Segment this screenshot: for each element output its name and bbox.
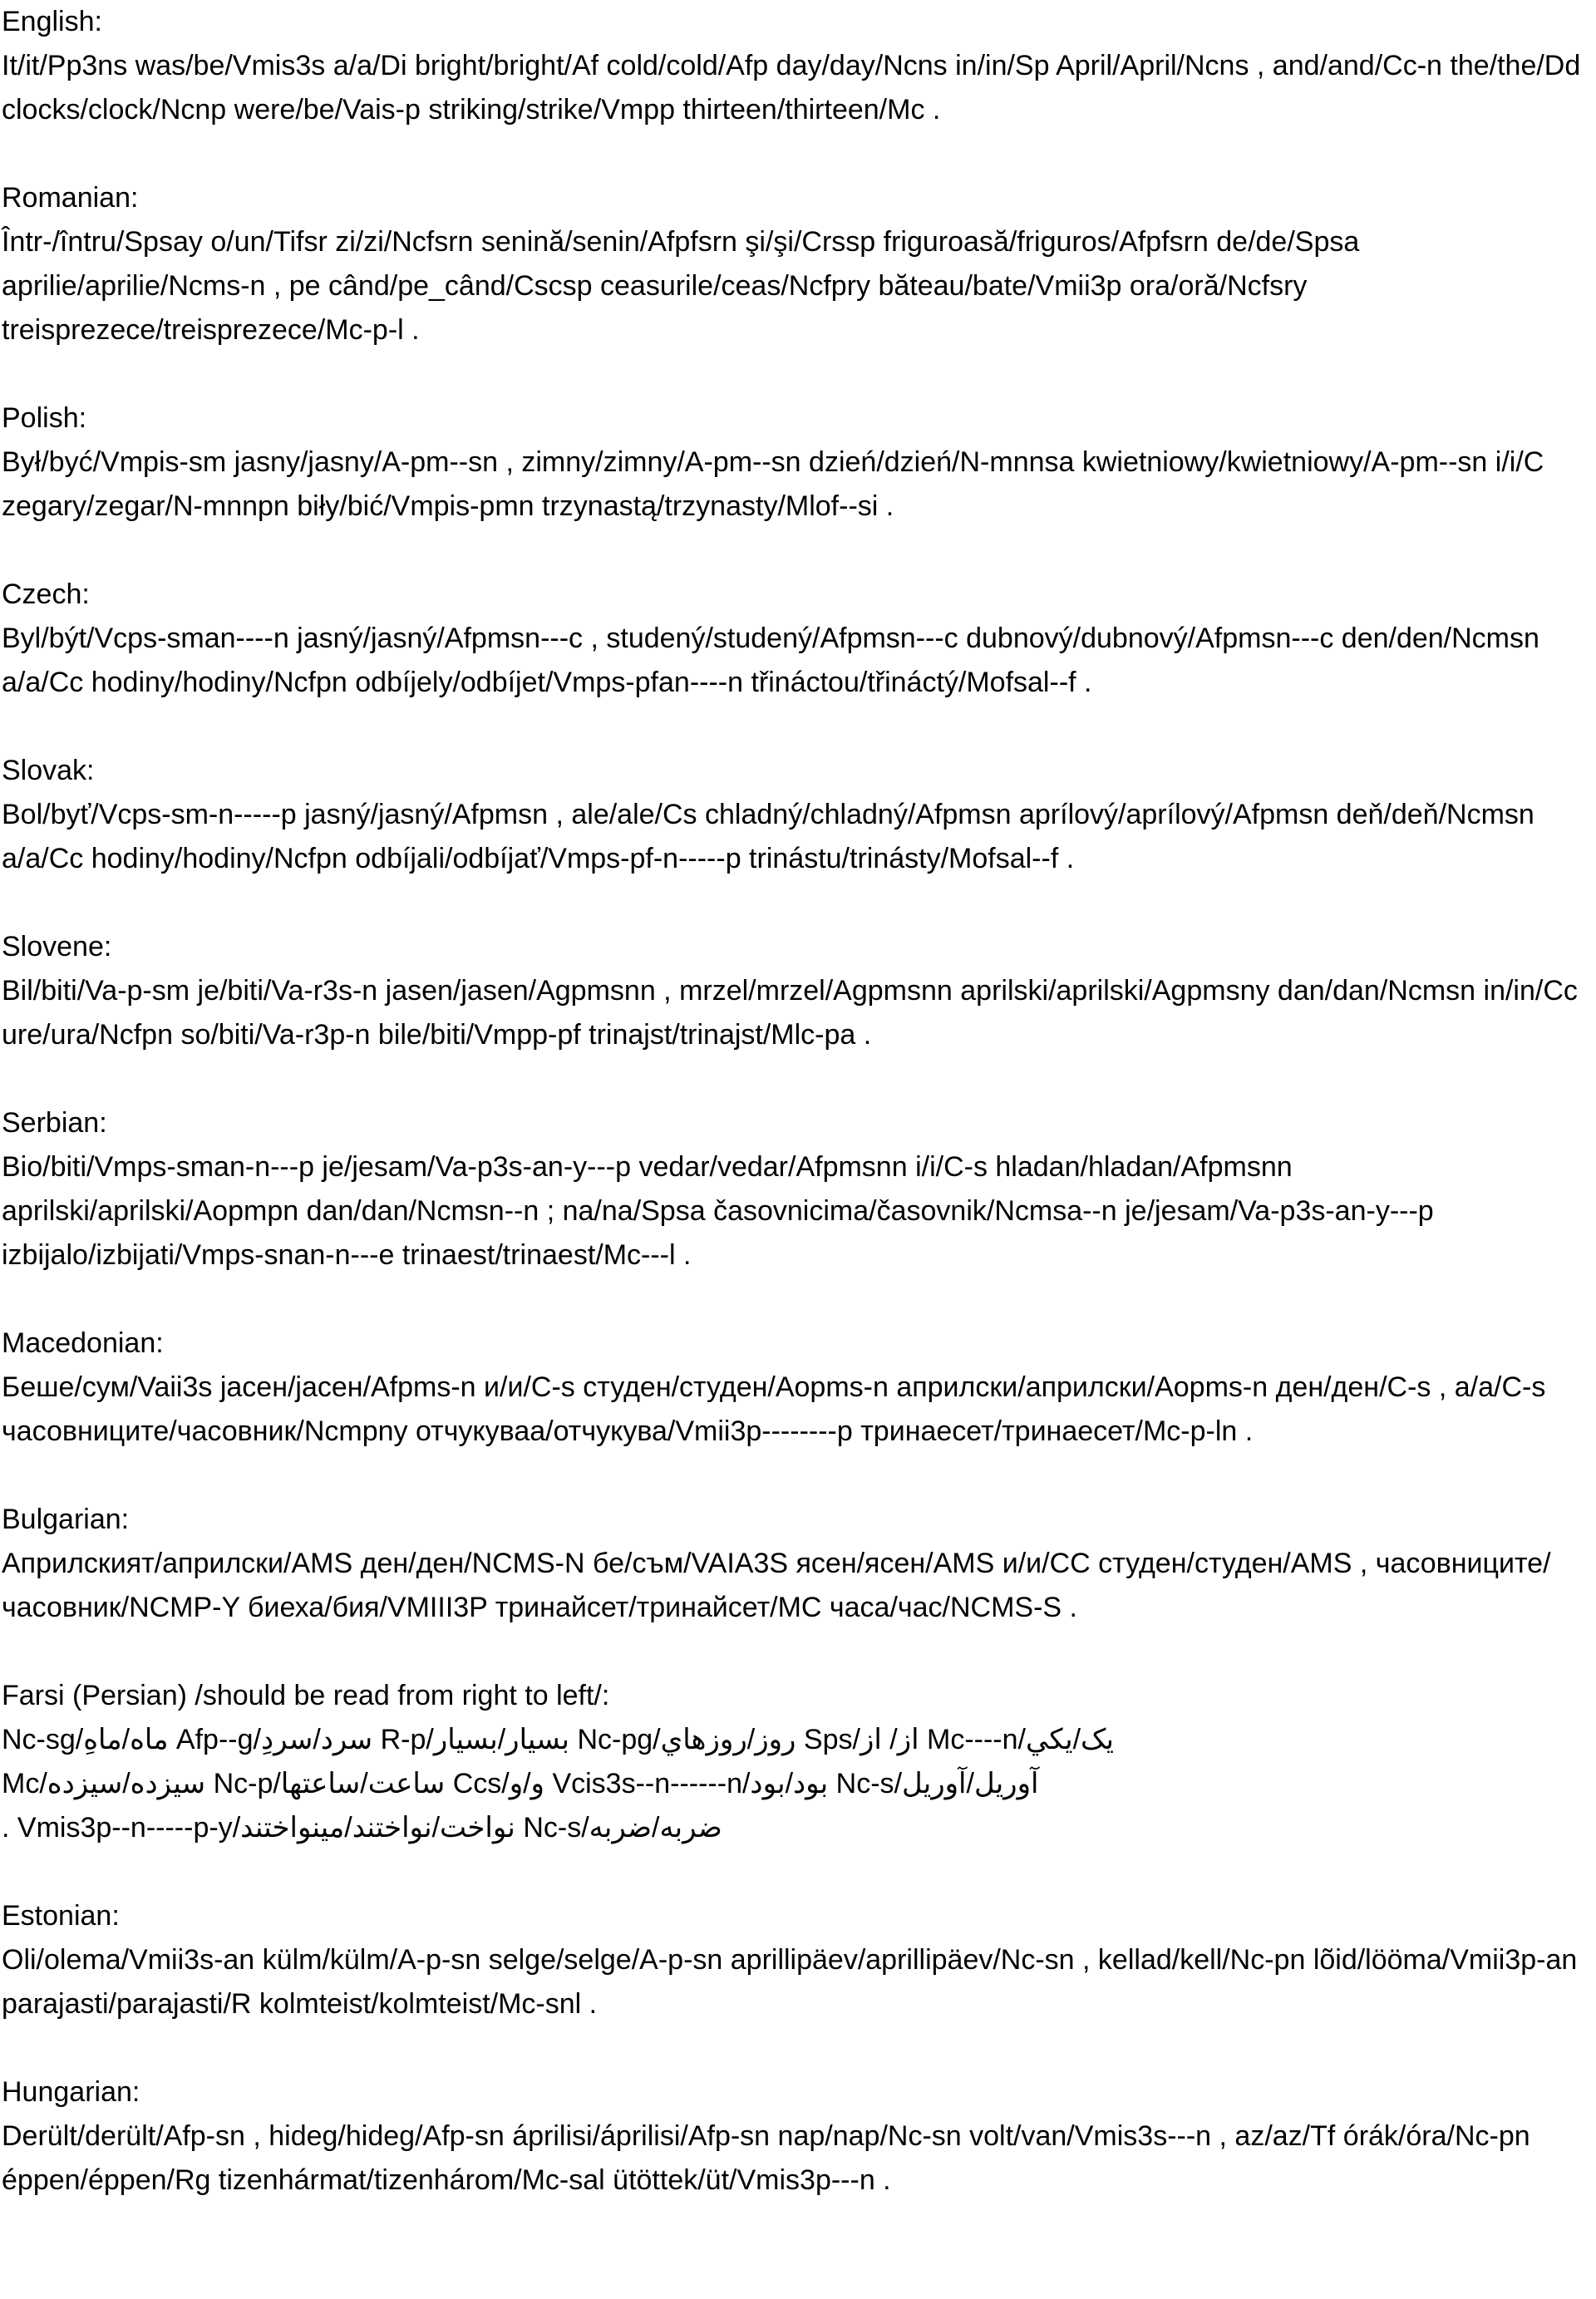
language-heading: Bulgarian: bbox=[2, 1504, 130, 1535]
tagged-sentence-line: ضربه/ضربه/Nc-s نواخت/نواختند/مينواختند/Vmis3p--n-----p-y . bbox=[2, 1812, 722, 1844]
language-heading: English: bbox=[2, 6, 102, 37]
language-heading: Serbian: bbox=[2, 1107, 107, 1139]
tagged-sentence: Oli/olema/Vmii3s-an külm/külm/A-p-sn selge/selge/A-p-sn aprillipäev/aprillipäev/Nc-sn , kellad/kell/Nc-pn lõid/lööma/Vmii3p-an parajasti/parajasti/R kolmteist/kolmteist/Mc-snl . bbox=[2, 1944, 1578, 2020]
tagged-sentence: Byl/být/Vcps-sman----n jasný/jasný/Afpmsn---c , studený/studený/Afpmsn---c dubnový/dubnový/Afpmsn---c den/den/Ncmsn a/a/Cc hodiny/hodiny/Ncfpn odbíjely/odbíjet/Vmps-pfan----n třináctou/třináctý/Mofsal--f . bbox=[2, 623, 1539, 698]
language-heading: Macedonian: bbox=[2, 1327, 164, 1359]
multilingual-tagged-document bbox=[2, 0, 1588, 2247]
reading-direction-note: /should be read from right to left/: bbox=[186, 1680, 610, 1711]
section-english bbox=[2, 0, 1588, 132]
section-hungarian bbox=[2, 2070, 1588, 2203]
section-romanian bbox=[2, 176, 1588, 352]
tagged-sentence: It/it/Pp3ns was/be/Vmis3s a/a/Di bright/bright/Af cold/cold/Afp day/day/Ncns in/in/Sp April/April/Ncns , and/and/Cc-n the/the/Dd clocks/clock/Ncnp were/be/Vais-p striking/strike/Vmpp thirteen/thirteen/Mc . bbox=[2, 50, 1581, 126]
language-heading: Czech: bbox=[2, 578, 90, 610]
section-polish bbox=[2, 396, 1588, 529]
language-heading: Estonian: bbox=[2, 1900, 120, 1932]
section-serbian bbox=[2, 1101, 1588, 1277]
section-slovak bbox=[2, 749, 1588, 881]
language-heading-row bbox=[2, 1674, 1588, 1718]
tagged-sentence: Był/być/Vmpis-sm jasny/jasny/A-pm--sn , zimny/zimny/A-pm--sn dzień/dzień/N-mnnsa kwietniowy/kwietniowy/A-pm--sn i/i/C zegary/zegar/N-mnnpn biły/bić/Vmpis-pmn trzynastą/trzynasty/Mlof--si . bbox=[2, 446, 1544, 522]
tagged-sentence: Bil/biti/Va-p-sm je/biti/Va-r3s-n jasen/jasen/Agpmsnn , mrzel/mrzel/Agpmsnn aprilski/aprilski/Agpmsny dan/dan/Ncmsn in/in/Cc ure/ura/Ncfpn so/biti/Va-r3p-n bile/biti/Vmpp-pf trinajst/trinajst/Mlc-pa . bbox=[2, 975, 1578, 1051]
section-czech bbox=[2, 573, 1588, 705]
section-estonian bbox=[2, 1894, 1588, 2026]
language-heading: Slovene: bbox=[2, 931, 112, 962]
tagged-sentence: Априлският/априлски/AMS ден/ден/NCMS-N бе/съм/VAIA3S ясен/ясен/AMS и/и/CC студен/студен/AMS , часовниците/часовник/NCMP-Y биеха/бия/VMIII3P тринайсет/тринайсет/MC часа/час/NCMS-S . bbox=[2, 1548, 1551, 1623]
language-heading: Polish: bbox=[2, 402, 87, 434]
tagged-sentence-line: آوريل/آوريل/Nc-s بود/بود/Vcis3s--n------n و/و/Ccs ساعت/ساعتها/Nc-p سيزده/سيزده/Mc bbox=[2, 1768, 1039, 1799]
section-farsi bbox=[2, 1674, 1588, 1850]
tagged-sentence: Într-/întru/Spsay o/un/Tifsr zi/zi/Ncfsrn senină/senin/Afpfsrn şi/şi/Crssp friguroasă/friguros/Afpfsrn de/de/Spsa aprilie/aprilie/Ncms-n , pe când/pe_când/Cscsp ceasurile/ceas/Ncfpry băteau/bate/Vmii3p ora/oră/Ncfsry treisprezece/treisprezece/Mc-p-l . bbox=[2, 226, 1360, 346]
language-heading: Romanian: bbox=[2, 182, 139, 214]
section-bulgarian bbox=[2, 1498, 1588, 1630]
language-heading: Farsi (Persian) bbox=[2, 1680, 187, 1711]
tagged-sentence: Беше/сум/Vaii3s јасен/јасен/Afpms-n и/и/C-s студен/студен/Aopms-n априлски/априлски/Aopms-n ден/ден/C-s , а/а/C-s часовниците/часовник/Ncmpny отчукуваа/отчукува/Vmii3p--------p тринаесет/тринаесет/Mc-p-ln . bbox=[2, 1371, 1546, 1447]
language-heading: Slovak: bbox=[2, 755, 95, 786]
section-macedonian bbox=[2, 1322, 1588, 1454]
tagged-sentence: Derült/derült/Afp-sn , hideg/hideg/Afp-sn áprilisi/áprilisi/Afp-sn nap/nap/Nc-sn volt/van/Vmis3s---n , az/az/Tf órák/óra/Nc-pn éppen/éppen/Rg tizenhármat/tizenhárom/Mc-sal ütöttek/üt/Vmis3p---n . bbox=[2, 2120, 1530, 2196]
tagged-sentence-line: يک/يکي/Mc----n از/ از/Sps روز/روزهاي/Nc-pg بسيار/بسيار/R-p سرد/سردِ/Afp--g ماه/ماهِ/Nc-sg bbox=[2, 1724, 1114, 1755]
tagged-sentence: Bol/byť/Vcps-sm-n-----p jasný/jasný/Afpmsn , ale/ale/Cs chladný/chladný/Afpmsn aprílový/aprílový/Afpmsn deň/deň/Ncmsn a/a/Cc hodiny/hodiny/Ncfpn odbíjali/odbíjať/Vmps-pf-n-----p trinástu/trinásty/Mofsal--f . bbox=[2, 799, 1534, 874]
section-slovene bbox=[2, 925, 1588, 1057]
language-heading: Hungarian: bbox=[2, 2076, 140, 2108]
tagged-sentence: Bio/biti/Vmps-sman-n---p je/jesam/Va-p3s-an-y---p vedar/vedar/Afpmsnn i/i/C-s hladan/hladan/Afpmsnn aprilski/aprilski/Aopmpn dan/dan/Ncmsn--n ; na/na/Spsa časovnicima/časovnik/Ncmsa--n je/jesam/Va-p3s-an-y---p izbijalo/izbijati/Vmps-snan-n---e trinaest/trinaest/Mc---l . bbox=[2, 1151, 1434, 1271]
